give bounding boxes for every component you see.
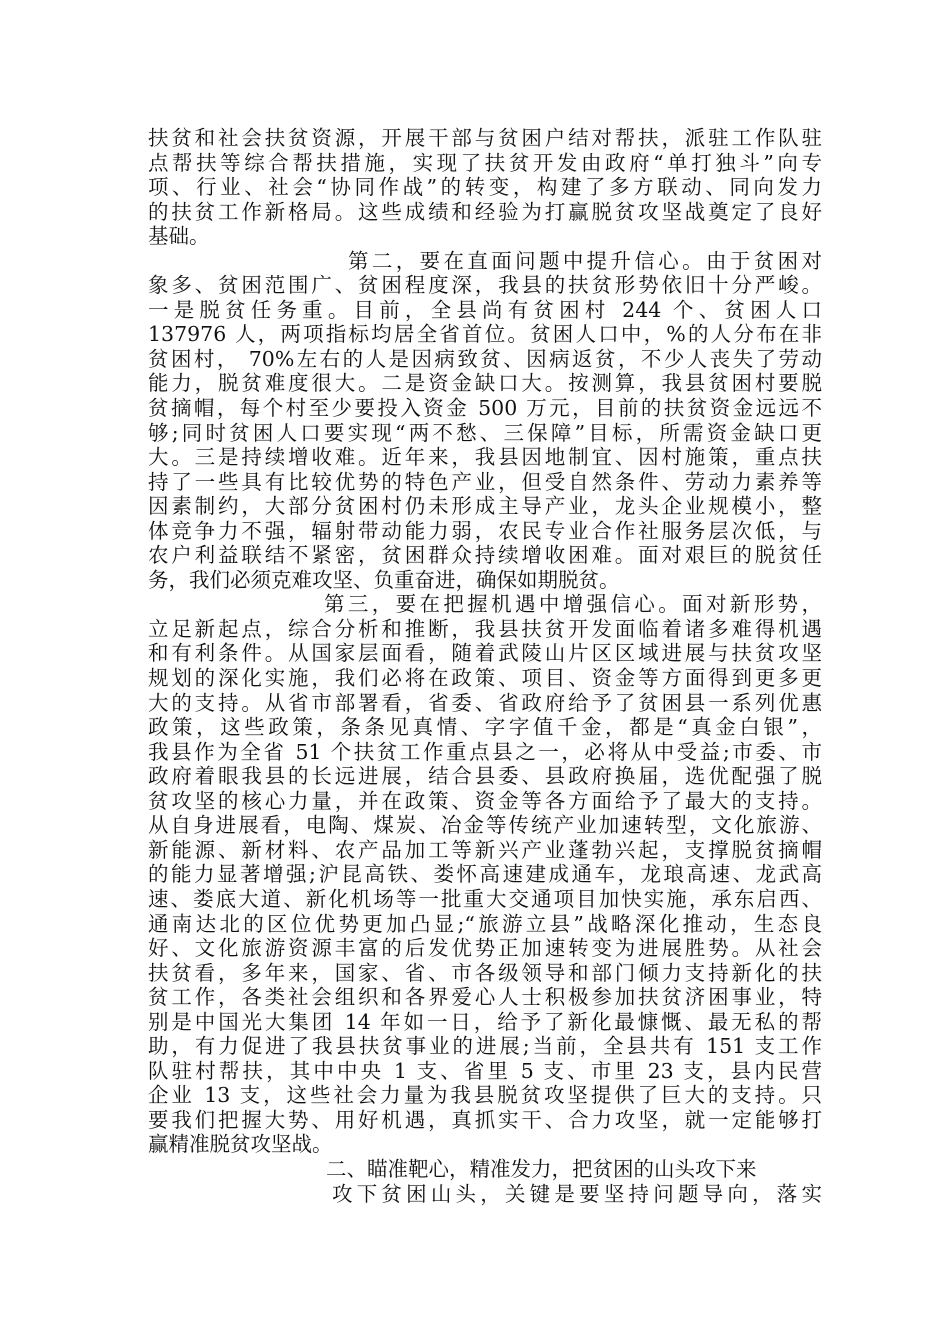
document-line: 贫困村， 70%左右的人是因病致贫、因病返贫，不少人丧失了劳动 <box>148 346 822 371</box>
document-line: 象多、贫困范围广、贫困程度深，我县的扶贫形势依旧十分严峻。 <box>148 273 822 298</box>
document-line: 的能力显著增强;沪昆高铁、娄怀高速建成通车，龙琅高速、龙武高 <box>148 862 822 887</box>
document-line: 的扶贫工作新格局。这些成绩和经验为打赢脱贫攻坚战奠定了良好 <box>148 199 822 224</box>
document-line: 二、瞄准靶心，精准发力，把贫困的山头攻下来 <box>326 1156 757 1181</box>
document-line: 第二，要在直面问题中提升信心。由于贫困对 <box>348 248 822 273</box>
document-line: 137976 人，两项指标均居全省首位。贫困人口中，%的人分布在非 <box>148 322 822 347</box>
document-line: 我县作为全省 51 个扶贫工作重点县之一，必将从中受益;市委、市 <box>148 739 822 764</box>
document-line: 能力，脱贫难度很大。二是资金缺口大。按测算，我县贫困村要脱 <box>148 371 822 396</box>
document-line: 队驻村帮扶，其中中央 1 支、省里 5 支、市里 23 支，县内民营 <box>148 1058 822 1083</box>
document-line: 攻下贫困山头，关键是要坚持问题导向，落实 <box>332 1181 822 1206</box>
document-line: 要我们把握大势、用好机遇，真抓实干、合力攻坚，就一定能够打 <box>148 1107 822 1132</box>
document-line: 扶贫和社会扶贫资源，开展干部与贫困户结对帮扶，派驻工作队驻 <box>148 126 822 150</box>
document-line: 企业 13 支，这些社会力量为我县脱贫攻坚提供了巨大的支持。只 <box>148 1083 822 1108</box>
document-line: 大的支持。从省市部署看，省委、省政府给予了贫困县一系列优惠 <box>148 690 822 715</box>
document-line: 第三，要在把握机遇中增强信心。面对新形势， <box>324 592 822 617</box>
document-line: 扶贫看，多年来，国家、省、市各级领导和部门倾力支持新化的扶 <box>148 960 822 985</box>
document-line: 从自身进展看，电陶、煤炭、冶金等传统产业加速转型，文化旅游、 <box>148 813 822 838</box>
document-line: 政府着眼我县的长远进展，结合县委、县政府换届，选优配强了脱 <box>148 764 822 789</box>
document-line: 大。三是持续增收难。近年来，我县因地制宜、因村施策，重点扶 <box>148 445 822 470</box>
document-line: 速、娄底大道、新化机场等一批重大交通项目加快实施，承东启西、 <box>148 886 822 911</box>
document-line: 好、文化旅游资源丰富的后发优势正加速转变为进展胜势。从社会 <box>148 936 822 961</box>
document-line: 立足新起点，综合分析和推断，我县扶贫开发面临着诸多难得机遇 <box>148 616 822 641</box>
document-line: 基础。 <box>148 224 210 249</box>
document-line: 助，有力促进了我县扶贫事业的进展;当前，全县共有 151 支工作 <box>148 1034 822 1059</box>
document-line: 通南达北的区位优势更加凸显;“旅游立县”战略深化推动，生态良 <box>148 911 822 936</box>
document-line: 项、行业、社会“协同作战”的转变，构建了多方联动、同向发力 <box>148 175 822 200</box>
document-line: 一是脱贫任务重。目前，全县尚有贫困村 244 个、贫困人口 <box>148 297 822 322</box>
document-line: 体竞争力不强，辐射带动能力弱，农民专业合作社服务层次低，与 <box>148 518 822 543</box>
document-line: 赢精准脱贫攻坚战。 <box>148 1132 333 1157</box>
document-body <box>148 126 822 1206</box>
document-line: 政策，这些政策，条条见真情、字字值千金，都是“真金白银”， <box>148 715 822 740</box>
document-line: 点帮扶等综合帮扶措施，实现了扶贫开发由政府“单打独斗”向专 <box>148 150 822 175</box>
document-line: 因素制约，大部分贫困村仍未形成主导产业，龙头企业规模小，整 <box>148 494 822 519</box>
document-line: 贫工作，各类社会组织和各界爱心人士积极参加扶贫济困事业，特 <box>148 985 822 1010</box>
document-line: 农户利益联结不紧密，贫困群众持续增收困难。面对艰巨的脱贫任 <box>148 543 822 568</box>
document-line: 新能源、新材料、农产品加工等新兴产业蓬勃兴起，支撑脱贫摘帽 <box>148 837 822 862</box>
document-line: 贫摘帽，每个村至少要投入资金 500 万元，目前的扶贫资金远远不 <box>148 396 822 421</box>
document-line: 够;同时贫困人口要实现“两不愁、三保障”目标，所需资金缺口更 <box>148 420 822 445</box>
document-line: 和有利条件。从国家层面看，随着武陵山片区区域进展与扶贫攻坚 <box>148 641 822 666</box>
document-line: 规划的深化实施，我们必将在政策、项目、资金等方面得到更多更 <box>148 666 822 691</box>
document-line: 贫攻坚的核心力量，并在政策、资金等各方面给予了最大的支持。 <box>148 788 822 813</box>
document-line: 别是中国光大集团 14 年如一日，给予了新化最慷慨、最无私的帮 <box>148 1009 822 1034</box>
document-line: 持了一些具有比较优势的特色产业，但受自然条件、劳动力素养等 <box>148 469 822 494</box>
document-line: 务，我们必须克难攻坚、负重奋进，确保如期脱贫。 <box>148 567 620 592</box>
